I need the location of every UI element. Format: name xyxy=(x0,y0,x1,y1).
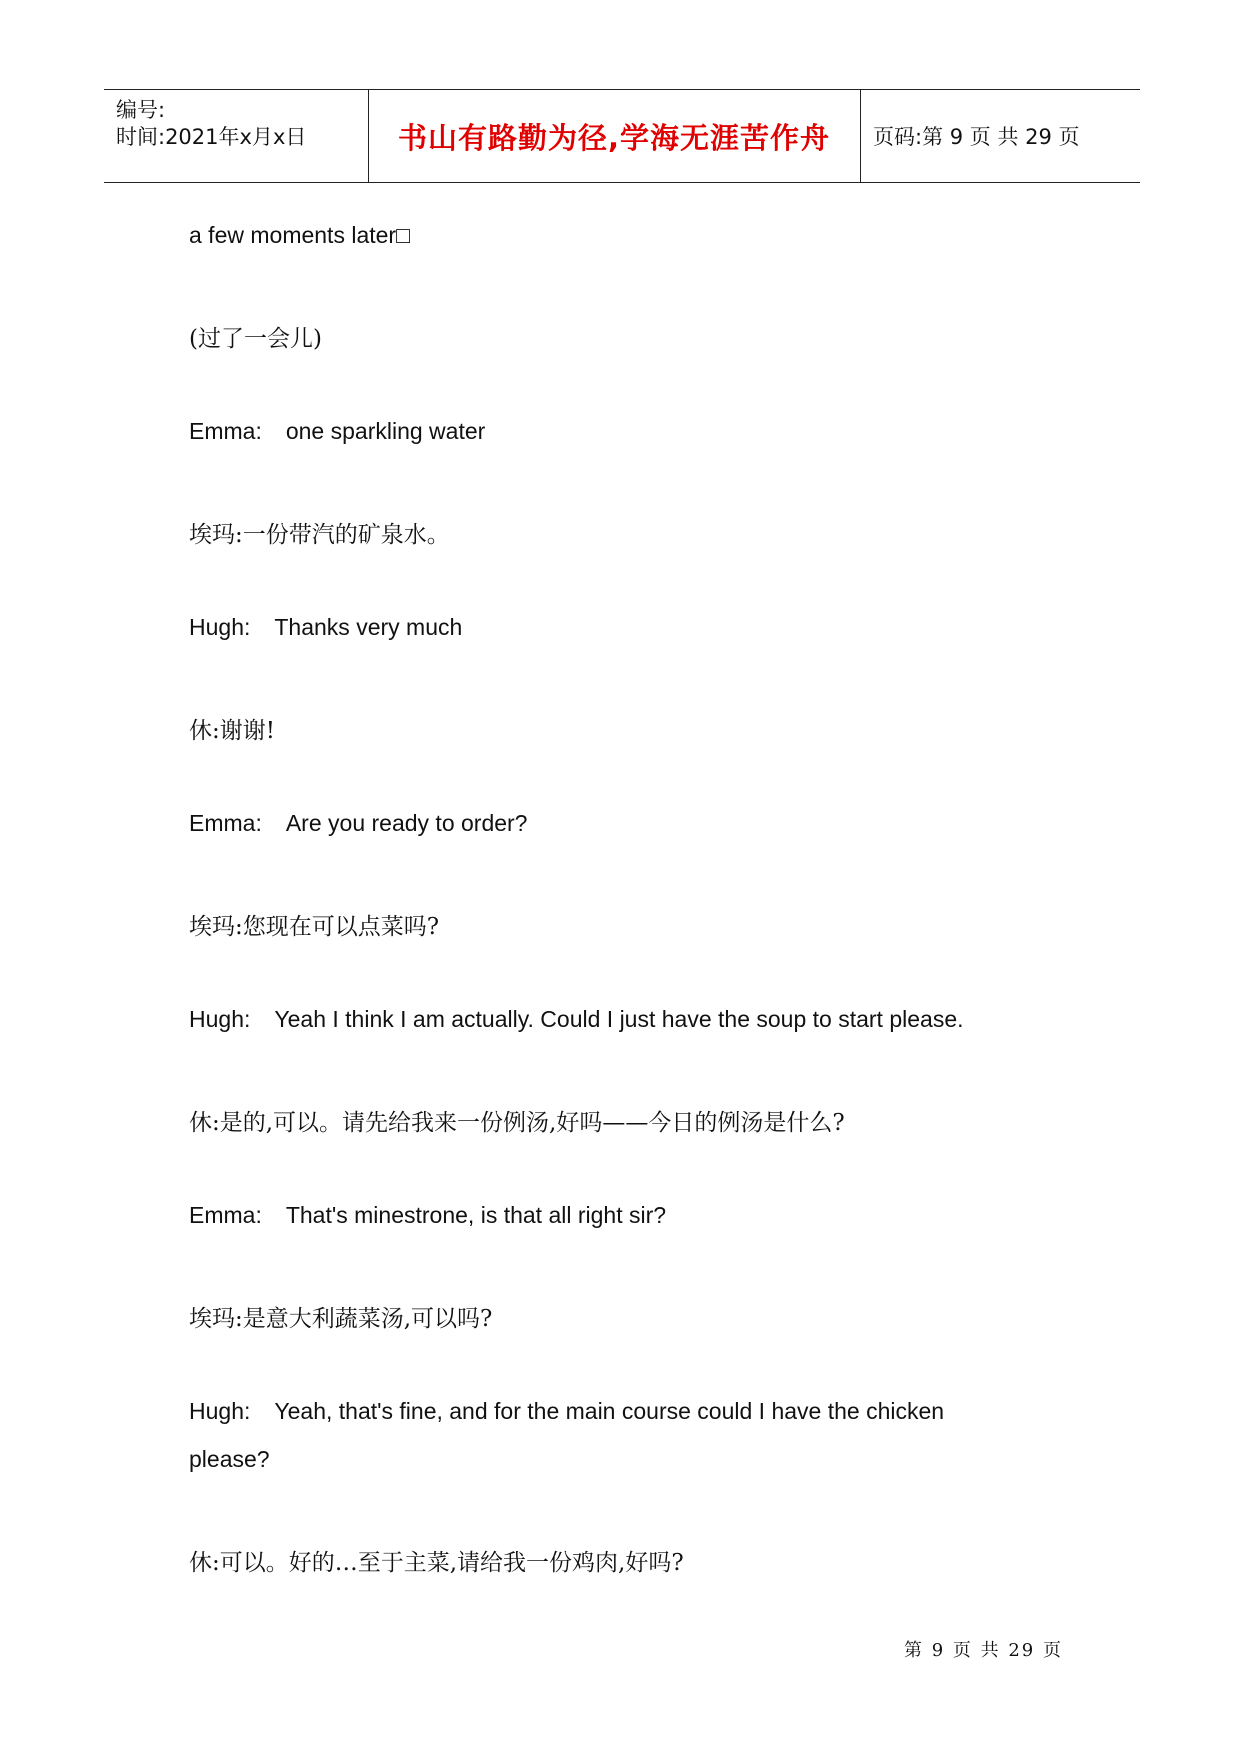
header-motto-cell xyxy=(368,90,861,182)
page-header xyxy=(104,89,1140,183)
dialogue-line xyxy=(189,810,527,837)
dialogue-line xyxy=(189,712,275,745)
line-text: Thanks very much xyxy=(274,614,463,640)
line-text: Yeah I think I am actually. Could I just have the soup to start please. xyxy=(274,1006,964,1032)
doc-time-label: 时间:2021年x月x日 xyxy=(116,125,307,149)
dialogue-line xyxy=(189,1006,964,1033)
dialogue-line xyxy=(189,908,439,941)
dialogue-line xyxy=(189,1202,666,1229)
line-text: Yeah, that's fine, and for the main course could I have the chicken xyxy=(274,1398,945,1424)
line-text: 休:可以。好的…至于主菜,请给我一份鸡肉,好吗? xyxy=(189,1550,684,1576)
line-speaker: Emma: xyxy=(189,418,262,444)
line-text: Are you ready to order? xyxy=(285,810,528,836)
line-speaker: Emma: xyxy=(189,1202,262,1228)
header-motto: 书山有路勤为径,学海无涯苦作舟 xyxy=(397,120,831,155)
line-text: 埃玛:您现在可以点菜吗? xyxy=(189,914,440,940)
line-text: 埃玛:是意大利蔬菜汤,可以吗? xyxy=(189,1306,493,1332)
line-text: 埃玛:一份带汽的矿泉水。 xyxy=(189,522,450,548)
dialogue-line xyxy=(189,320,322,353)
line-text: That's minestrone, is that all right sir? xyxy=(285,1202,667,1228)
dialogue-line xyxy=(189,1544,684,1577)
line-text: please? xyxy=(189,1446,270,1472)
line-text: 休:是的,可以。请先给我来一份例汤,好吗——今日的例汤是什么? xyxy=(189,1110,845,1136)
dialogue-line xyxy=(189,418,485,445)
line-text: a few moments later□ xyxy=(189,222,410,248)
line-text: 休:谢谢! xyxy=(189,718,275,744)
doc-number-label: 编号: xyxy=(116,98,166,122)
line-speaker: Hugh: xyxy=(189,1006,251,1032)
line-speaker: Hugh: xyxy=(189,1398,251,1424)
line-speaker: Emma: xyxy=(189,810,262,836)
page-footer: 第 9 页 共 29 页 xyxy=(904,1640,1063,1661)
dialogue-line xyxy=(189,614,462,641)
dialogue-line xyxy=(189,222,410,249)
header-meta-cell xyxy=(104,90,369,182)
dialogue-line xyxy=(189,1104,845,1137)
line-speaker: Hugh: xyxy=(189,614,251,640)
dialogue-line xyxy=(189,1446,270,1473)
header-page-code: 页码:第 9 页 共 29 页 xyxy=(873,125,1080,149)
dialogue-line xyxy=(189,1300,492,1333)
dialogue-line xyxy=(189,516,450,549)
line-text: (过了一会儿) xyxy=(189,326,322,352)
line-text: one sparkling water xyxy=(285,418,486,444)
header-page-cell xyxy=(861,90,1140,182)
dialogue-line xyxy=(189,1398,944,1425)
